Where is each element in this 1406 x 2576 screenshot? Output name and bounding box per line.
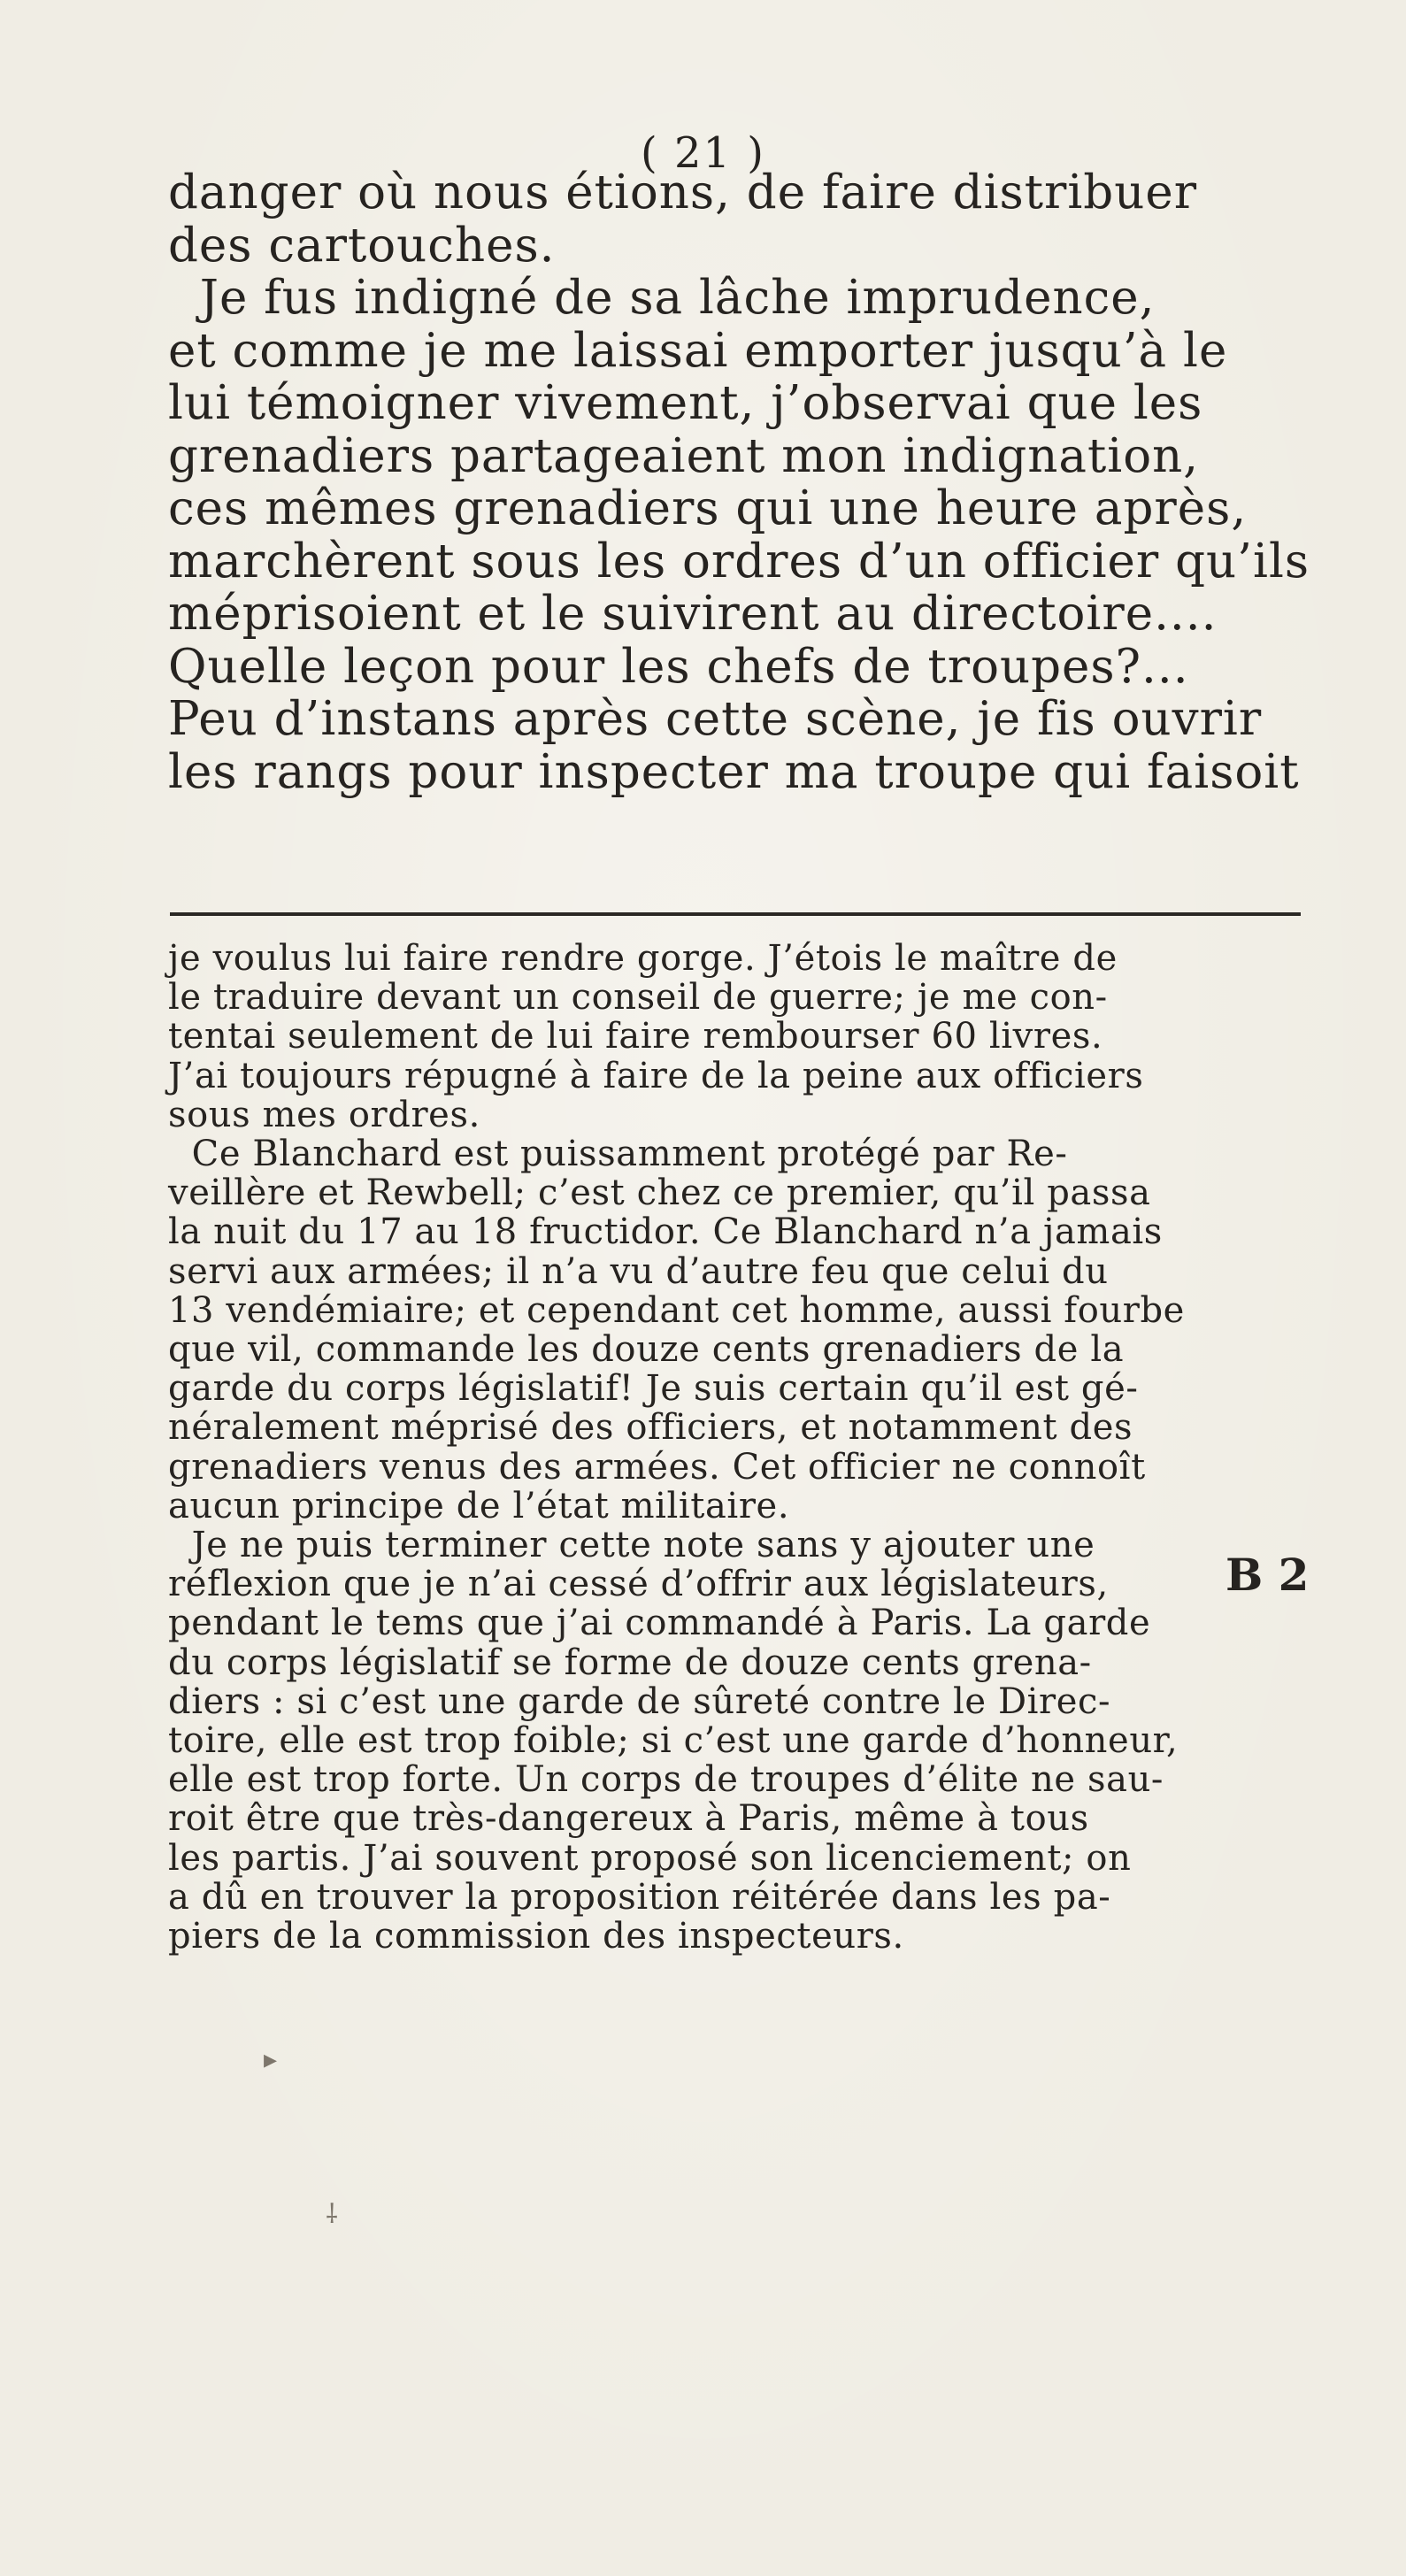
main-line: ces mêmes grenadiers qui une heure après, xyxy=(168,481,1248,535)
ink-speck: ⸸ xyxy=(326,2199,339,2230)
main-text-block xyxy=(168,166,1318,798)
main-line: les rangs pour inspecter ma troupe qui faisoit xyxy=(168,744,1300,799)
main-line: méprisoient et le suivirent au directoire.... xyxy=(168,587,1218,641)
footnote-block xyxy=(168,939,1318,1956)
note-line: servi aux armées; il n’a vu d’autre feu que celui du xyxy=(168,1250,1109,1292)
main-line: grenadiers partageaient mon indignation, xyxy=(168,428,1200,483)
note-line: les partis. J’ai souvent proposé son licenciement; on xyxy=(168,1837,1132,1879)
footnote-divider xyxy=(170,912,1301,916)
ink-speck: ▸ xyxy=(264,2044,278,2075)
note-line: diers : si c’est une garde de sûreté contre le Direc- xyxy=(168,1680,1111,1722)
note-line: piers de la commission des inspecteurs. xyxy=(168,1916,904,1957)
main-line: danger où nous étions, de faire distribuer xyxy=(168,165,1198,219)
note-line: toire, elle est trop foible; si c’est une garde d’honneur, xyxy=(168,1720,1179,1762)
note-line: sous mes ordres. xyxy=(168,1094,480,1135)
note-line: je voulus lui faire rendre gorge. J’étois le maître de xyxy=(168,938,1118,979)
main-line: Peu d’instans après cette scène, je fis ouvrir xyxy=(168,692,1263,746)
note-line: la nuit du 17 au 18 fructidor. Ce Blanchard n’a jamais xyxy=(168,1211,1163,1253)
page-number: ( 21 ) xyxy=(640,128,766,178)
main-line: et comme je me laissai emporter jusqu’à le xyxy=(168,323,1228,378)
note-line: le traduire devant un conseil de guerre; je me con- xyxy=(168,977,1108,1019)
note-line: néralement méprisé des officiers, et notamment des xyxy=(168,1407,1133,1449)
note-line: J’ai toujours répugné à faire de la peine aux officiers xyxy=(168,1055,1144,1096)
note-line: Je ne puis terminer cette note sans y ajouter une xyxy=(168,1525,1095,1566)
note-line: réflexion que je n’ai cessé d’offrir aux législateurs, xyxy=(168,1564,1109,1605)
note-line: tentai seulement de lui faire rembourser 60 livres. xyxy=(168,1016,1103,1057)
note-line: grenadiers venus des armées. Cet officier ne connoît xyxy=(168,1446,1146,1488)
signature-mark: B 2 xyxy=(1225,1549,1310,1601)
main-line: Quelle leçon pour les chefs de troupes?... xyxy=(168,639,1189,694)
note-line: garde du corps législatif! Je suis certain qu’il est gé- xyxy=(168,1368,1139,1410)
main-line: marchèrent sous les ordres d’un officier qu’ils xyxy=(168,534,1310,588)
note-line: roit être que très-dangereux à Paris, même à tous xyxy=(168,1798,1089,1840)
note-line: pendant le tems que j’ai commandé à Paris. La garde xyxy=(168,1603,1151,1644)
main-line: des cartouches. xyxy=(168,218,556,273)
note-line: du corps législatif se forme de douze cents grena- xyxy=(168,1642,1092,1683)
main-line: lui témoigner vivement, j’observai que les xyxy=(168,376,1203,430)
main-line: Je fus indigné de sa lâche imprudence, xyxy=(168,271,1156,325)
note-line: elle est trop forte. Un corps de troupes d’élite ne sau- xyxy=(168,1759,1164,1801)
note-line: a dû en trouver la proposition réitérée dans les pa- xyxy=(168,1876,1111,1918)
note-line: aucun principe de l’état militaire. xyxy=(168,1485,790,1526)
note-line: que vil, commande les douze cents grenadiers de la xyxy=(168,1329,1125,1371)
note-line: Ce Blanchard est puissamment protégé par Re- xyxy=(168,1134,1068,1175)
note-line: 13 vendémiaire; et cependant cet homme, aussi fourbe xyxy=(168,1289,1185,1331)
note-line: veillère et Rewbell; c’est chez ce premier, qu’il passa xyxy=(168,1173,1151,1214)
